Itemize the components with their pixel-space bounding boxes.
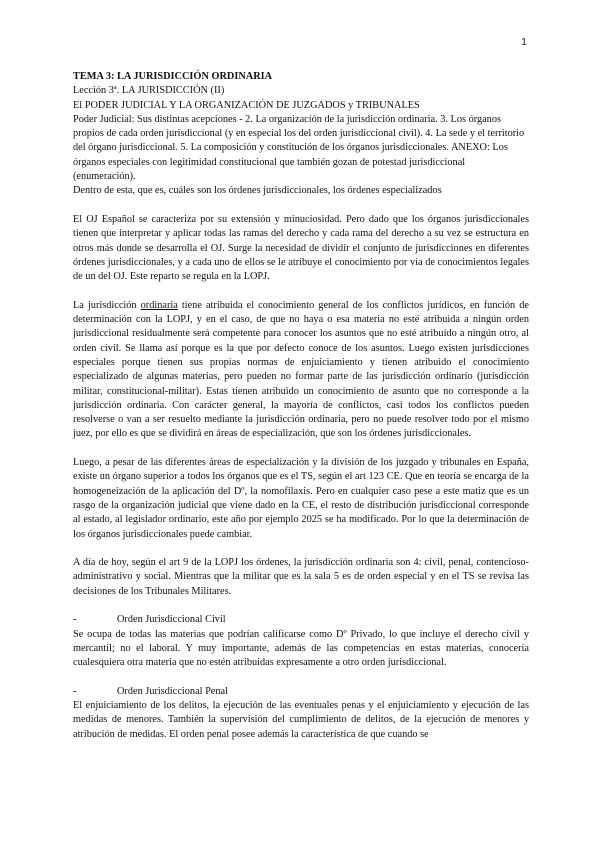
paragraph-oj: El OJ Español se caracteriza por su extensión y minuciosidad. Pero dado que los órganos jurisdiccionales tienen que interpretar y aplicar todas las ramas del derecho y cada rama del derecho a su vez se estructura en otros más donde se desarrolla el OJ. Surge la necesidad de dividir el conjunto de jurisdicciones en diferentes órdenes jurisdiccionales, y a cada uno de ellos se le atribuye el conocimiento por vía de conocimientos legales de un del OJ. Este reparto se regula en la LOPJ. bbox=[73, 213, 529, 283]
topic-summary: Poder Judicial: Sus distintas acepciones - 2. La organización de la jurisdicción ordinaria. 3. Los órganos propios de cada orden jurisdiccional (y en especial los del orden jurisdiccional civil). 4. La sede y el territorio del órgano jurisdiccional. 5. La composición y constitución de los órganos jurisdiccionales. ANEXO: Los órganos especiales con legitimidad constitucional que también gozan de potestad jurisdiccional (enumeración). bbox=[73, 113, 525, 183]
section-heading-civil bbox=[73, 613, 529, 627]
document-content bbox=[73, 70, 529, 742]
lesson-heading: Lección 3ª. LA JURISDICCIÓN (II) bbox=[73, 85, 225, 97]
section-text-civil: Se ocupa de todas las materias que podrían calificarse como Dº Privado, lo que incluye el derecho civil y mercantil; no el laboral. Y muy importante, además de las competencias en estas materias, conocería cualesquiera otra materia que no estén atribuidas expresamente a otro orden jurisdiccional. bbox=[73, 628, 529, 669]
section-label: Orden Jurisdiccional Penal bbox=[117, 685, 228, 697]
paragraph-ordenes: A día de hoy, según el art 9 de la LOPJ los órdenes, la jurisdicción ordinaria son 4: civil, penal, contencioso-administrativo y social. Mientras que la militar que es la sala 5 es de orden especial y en el TS se revisa las decisiones de los Tribunales Militares. bbox=[73, 557, 529, 597]
paragraph-text: tiene atribuida el conocimiento general de los conflictos jurídicos, en función de determinación con la LOPJ, y en el caso, de que no haya o esa materia no esté atribuida a ningún orden jurisdiccional residualmente será competente para conocer los asuntos que no esté atribuido a ningún otro, al orden civil. Se llama así porque es la que por defecto conoce de los asuntos. Luego existen jurisdicciones especiales porque tienen sus propias normas de enjuiciamiento y tienen atribuido el conocimiento especializado de algunas materias, pero pueden no formar parte de las jurisdicción ordinario (jurisdicción militar, constitucional-militar). Estas tienen atribuido un conocimiento de asunto que no corresponde a la jurisdicción ordinaria. Con carácter general, la mayoría de conflictos, casi todos los conflictos pueden resolverse o van a ser resuelto mediante la jurisdicción ordinaria, pero no puede resolver todo por el mismo juez, por ello es que se dividirá en áreas de especialización, que son los órdenes jurisdiccionales. bbox=[73, 299, 529, 440]
paragraph-tribunal-supremo: Luego, a pesar de las diferentes áreas de especialización y la división de los juzgado y tribunales en España, existe un órgano superior a todos los órganos que es el TS, según el art 123 CE. Que en teoría se encarga de la homogeneización de la aplicación del Dº, la nomofilaxis. Pero en cualquier caso pese a este matiz que es un rasgo de la organización judicial que viene dado en la CE, el resto de distribución jurisdiccional corresponde al estado, al legislador ordinario, este año por ejemplo 2025 se ha modificado. Por lo que la determinación de los órganos jurisdiccionales puede cambiar. bbox=[73, 457, 529, 540]
bullet-dash: - bbox=[73, 685, 77, 697]
underlined-term: ordinaria bbox=[140, 299, 178, 311]
section-subtitle: El PODER JUDICIAL Y LA ORGANIZACIÓN DE JUZGADOS y TRIBUNALES bbox=[73, 99, 420, 111]
intro-line: Dentro de esta, que es, cuáles son los órdenes jurisdiccionales, los órdenes especializados bbox=[73, 185, 442, 197]
section-heading-penal bbox=[73, 685, 529, 699]
section-label: Orden Jurisdiccional Civil bbox=[117, 614, 226, 626]
bullet-dash: - bbox=[73, 614, 77, 626]
paragraph-text: La jurisdicción bbox=[73, 299, 141, 311]
page-number: 1 bbox=[521, 36, 527, 48]
section-text-penal: El enjuiciamiento de los delitos, la ejecución de las eventuales penas y el enjuiciamiento y ejecución de las medidas de menores. También la supervisión del cumplimiento de delitos, de la ejecución de menores y atribución de medidas. El orden penal posee además la característica de que cuando se bbox=[73, 700, 529, 740]
document-title: TEMA 3: LA JURISDICCIÓN ORDINARIA bbox=[73, 71, 273, 82]
paragraph-jurisdiccion-ordinaria bbox=[73, 299, 529, 442]
